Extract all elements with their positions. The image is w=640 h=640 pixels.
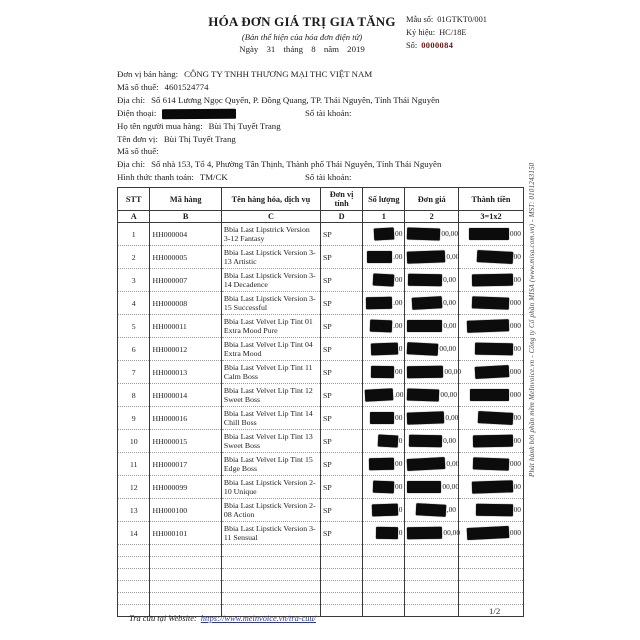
price-cell [405, 338, 459, 361]
qty-cell [363, 246, 405, 269]
unit-cell: SP [320, 223, 362, 246]
value-fragment: 00 [395, 458, 403, 468]
empty-cell [459, 569, 524, 581]
table-row [118, 430, 524, 453]
redaction-mark [407, 457, 446, 471]
empty-cell [363, 545, 405, 557]
total-cell [459, 407, 524, 430]
empty-cell [405, 605, 459, 617]
table-row [118, 476, 524, 499]
empty-cell [118, 569, 150, 581]
col-code-d: D [320, 211, 362, 223]
redaction-mark [370, 412, 394, 424]
empty-cell [405, 581, 459, 593]
empty-cell [405, 545, 459, 557]
value-fragment: 0 [398, 343, 403, 353]
value-fragment: 0,00 [446, 251, 460, 261]
redaction-mark [371, 366, 394, 378]
name-cell: Bbia Last Lipstrick Version 3-12 Fantasy [221, 223, 320, 246]
value-fragment: 00 [395, 481, 403, 491]
invoice-table [117, 187, 524, 617]
table-code-row [118, 211, 524, 223]
redaction-mark [472, 297, 509, 310]
name-cell: Bbia Last Lipstick Version 3-11 Sensual [221, 522, 320, 545]
value-fragment: 00,00 [440, 389, 458, 399]
value-fragment: .00 [393, 320, 403, 330]
empty-cell [118, 593, 150, 605]
code-cell: HH000012 [150, 338, 221, 361]
unit-cell: SP [320, 476, 362, 499]
buyer-tax-line: Mã số thuế: [117, 146, 159, 157]
unit-cell: SP [320, 407, 362, 430]
redaction-mark [373, 481, 394, 494]
redaction-mark [371, 343, 398, 356]
code-cell: HH000017 [150, 453, 221, 476]
redaction-mark [366, 297, 392, 309]
value-fragment: 00 [395, 366, 403, 376]
empty-cell [363, 605, 405, 617]
total-cell [459, 361, 524, 384]
redaction-mark [408, 274, 442, 287]
stt-cell: 6 [118, 338, 150, 361]
empty-cell [150, 569, 221, 581]
redaction-mark [370, 320, 392, 333]
qty-cell [363, 407, 405, 430]
stt-cell: 13 [118, 499, 150, 522]
redaction-mark [475, 365, 510, 379]
price-cell [405, 223, 459, 246]
seller-address-line: Địa chỉ: Số 614 Lương Ngọc Quyến, P. Đồng Quang, TP. Thái Nguyên, Tỉnh Thái Nguyên [117, 94, 440, 105]
empty-cell [459, 545, 524, 557]
total-cell [459, 246, 524, 269]
redaction-mark [407, 366, 443, 379]
unit-cell: SP [320, 246, 362, 269]
unit-cell: SP [320, 522, 362, 545]
col-code-a: A [118, 211, 150, 223]
code-cell: HH000014 [150, 384, 221, 407]
value-fragment: 00,00 [441, 228, 459, 238]
table-header-row [118, 188, 524, 211]
redaction-mark [412, 296, 443, 310]
value-fragment: 00 [513, 412, 521, 422]
seller-name-line: Đơn vị bán hàng: CÔNG TY TNHH THƯƠNG MẠI THC VIỆT NAM [117, 69, 373, 79]
stt-cell: 12 [118, 476, 150, 499]
table-row [118, 315, 524, 338]
empty-cell [221, 569, 320, 581]
value-fragment: 000 [509, 297, 521, 307]
empty-cell [405, 557, 459, 569]
value-fragment: 0,00 [443, 274, 456, 284]
redaction-mark [365, 388, 394, 401]
redaction-mark [407, 481, 441, 493]
empty-cell [221, 557, 320, 569]
code-cell: HH000099 [150, 476, 221, 499]
payment-method-line: Hình thức thanh toán: TM/CK Số tài khoản: [117, 172, 352, 183]
seller-name: CÔNG TY TNHH THƯƠNG MẠI THC VIỆT NAM [184, 69, 373, 79]
buyer-info [117, 120, 524, 185]
empty-cell [320, 557, 362, 569]
lookup-label: Tra cứu tại Website: [129, 614, 197, 623]
seller-phone-line: Điện thoại: Số tài khoản: [117, 107, 352, 118]
redaction-mark [467, 319, 509, 332]
table-row [118, 338, 524, 361]
invoice-number-line: Số: 0000084 [406, 41, 454, 50]
table-row [118, 361, 524, 384]
table-row [118, 522, 524, 545]
qty-cell [363, 384, 405, 407]
stt-cell: 3 [118, 269, 150, 292]
qty-cell [363, 453, 405, 476]
empty-table-row [118, 545, 524, 557]
empty-cell [320, 545, 362, 557]
qty-cell [363, 499, 405, 522]
name-cell: Bbia Last Velvet Lip Tint 13 Sweet Boss [221, 430, 320, 453]
stt-cell: 9 [118, 407, 150, 430]
page-number: 1/2 [489, 606, 501, 616]
empty-cell [118, 581, 150, 593]
qty-cell [363, 361, 405, 384]
name-cell: Bbia Last Velvet Lip Tint 04 Extra Mood [221, 338, 320, 361]
unit-cell: SP [320, 292, 362, 315]
seller-account-label: Số tài khoản: [305, 107, 352, 118]
qty-cell [363, 223, 405, 246]
code-cell: HH000011 [150, 315, 221, 338]
form-number-line: Mẫu số: 01GTKT0/001 [406, 15, 487, 24]
qty-cell [363, 292, 405, 315]
value-fragment: 00 [513, 435, 521, 445]
empty-cell [320, 593, 362, 605]
buyer-name: Bùi Thị Tuyết Trang [208, 120, 281, 131]
table-row [118, 223, 524, 246]
value-fragment: 0 [398, 435, 403, 445]
redaction-mark [473, 435, 513, 448]
redaction-mark [467, 526, 510, 540]
name-cell: Bbia Last Lipstick Version 3-14 Decadence [221, 269, 320, 292]
redaction-mark [415, 503, 446, 517]
col-header-unit: Đơn vị tính [320, 188, 362, 211]
unit-cell: SP [320, 315, 362, 338]
buyer-account-label: Số tài khoản: [305, 172, 352, 183]
invoice-subtitle: (Bản thể hiện của hóa đơn điện tử) [241, 32, 363, 42]
value-fragment: 0,00 [443, 320, 457, 330]
price-cell [405, 361, 462, 384]
value-fragment: 00,00 [444, 366, 462, 376]
serial-line: Ký hiệu: HC/18E [406, 28, 467, 37]
redaction-mark [469, 228, 509, 240]
redaction-mark [407, 250, 445, 263]
empty-cell [150, 557, 221, 569]
empty-cell [363, 593, 405, 605]
value-fragment: 000 [509, 527, 521, 537]
redaction-mark [471, 480, 512, 493]
value-fragment: 00,00 [439, 343, 457, 353]
empty-cell [150, 545, 221, 557]
value-fragment: ,00 [446, 504, 456, 514]
unit-cell: SP [320, 499, 362, 522]
col-header-price: Đơn giá [405, 188, 459, 211]
empty-cell [320, 569, 362, 581]
invoice-number-value: 0000084 [421, 41, 454, 50]
col-code-3: 3=1x2 [459, 211, 524, 223]
total-cell [459, 269, 524, 292]
name-cell: Bbia Last Velvet Lip Tint 01 Extra Mood Pure [221, 315, 320, 338]
empty-cell [118, 557, 150, 569]
name-cell: Bbia Last Velvet Lip Tint 14 Chill Boss [221, 407, 320, 430]
empty-cell [363, 581, 405, 593]
seller-info [117, 68, 524, 120]
redaction-mark [377, 435, 398, 448]
redaction-mark [367, 251, 392, 263]
empty-cell [118, 545, 150, 557]
stt-cell: 2 [118, 246, 150, 269]
stt-cell: 5 [118, 315, 150, 338]
qty-cell [363, 522, 405, 545]
name-cell: Bbia Last Velvet Lip Tint 11 Calm Boss [221, 361, 320, 384]
qty-cell [363, 338, 405, 361]
value-fragment: .00 [393, 297, 403, 307]
empty-table-row [118, 593, 524, 605]
table-row [118, 384, 524, 407]
payment-method: TM/CK [199, 172, 228, 183]
col-code-b: B [150, 211, 221, 223]
col-code-2: 2 [405, 211, 459, 223]
value-fragment: 00 [513, 504, 521, 514]
col-header-total: Thành tiền [459, 188, 524, 211]
lookup-url-link[interactable]: https://www.meinvoice.vn/tra-cuu/ [200, 614, 316, 623]
redaction-mark [407, 527, 442, 540]
value-fragment: 00 [513, 251, 521, 261]
stt-cell: 10 [118, 430, 150, 453]
table-row [118, 292, 524, 315]
redaction-mark [369, 458, 394, 470]
form-number-value: 01GTKT0/001 [437, 15, 487, 24]
empty-table-row [118, 569, 524, 581]
buyer-address-line: Địa chỉ: Số nhà 153, Tổ 4, Phường Tân Thịnh, Thành phố Thái Nguyên, Tỉnh Thái Nguyên [117, 159, 442, 170]
unit-cell: SP [320, 269, 362, 292]
buyer-unit: Bùi Thị Tuyết Trang [163, 133, 236, 144]
redaction-mark [476, 504, 513, 517]
price-cell [405, 430, 459, 453]
total-cell [459, 292, 524, 315]
stt-cell: 4 [118, 292, 150, 315]
seller-address: Số 614 Lương Ngọc Quyến, P. Đồng Quang, TP. Thái Nguyên, Tỉnh Thái Nguyên [151, 94, 440, 105]
price-cell [405, 269, 459, 292]
redaction-mark [473, 458, 509, 471]
seller-tax-line: Mã số thuế: 4601524774 [117, 81, 209, 92]
redaction-mark [407, 412, 444, 425]
empty-cell [405, 593, 459, 605]
empty-cell [320, 581, 362, 593]
empty-cell [150, 581, 221, 593]
table-row [118, 246, 524, 269]
name-cell: Bbia Last Lipstick Version 2-10 Unique [221, 476, 320, 499]
redaction-mark [407, 389, 439, 402]
publisher-note: Phát hành bởi phần mềm MeInvoice.vn - Công ty Cổ phần MISA (www.misa.com.vn) - MST: 0101243150 [528, 162, 536, 477]
redaction-mark [407, 320, 442, 332]
empty-cell [320, 605, 362, 617]
name-cell: Bbia Last Lipstick Version 3-15 Successful [221, 292, 320, 315]
redaction-mark [472, 274, 513, 287]
empty-cell [150, 593, 221, 605]
value-fragment: 00 [395, 228, 403, 238]
col-header-name: Tên hàng hóa, dịch vụ [221, 188, 320, 211]
value-fragment: 0,00 [445, 412, 459, 422]
code-cell: HH000004 [150, 223, 221, 246]
qty-cell [363, 476, 405, 499]
value-fragment: 0 [398, 527, 403, 537]
value-fragment: 00,00 [443, 527, 461, 537]
empty-table-row [118, 557, 524, 569]
code-cell: HH000007 [150, 269, 221, 292]
name-cell: Bbia Last Velvet Lip Tint 12 Sweet Boss [221, 384, 320, 407]
empty-cell [221, 581, 320, 593]
col-header-code: Mã hàng [150, 188, 221, 211]
total-cell [459, 338, 524, 361]
redaction-mark [372, 504, 398, 517]
total-cell [459, 384, 524, 407]
value-fragment: .00 [394, 389, 404, 399]
value-fragment: 00,00 [442, 481, 460, 491]
value-fragment: 00 [513, 274, 521, 284]
value-fragment: 0,00 [446, 458, 460, 468]
price-cell [405, 407, 459, 430]
unit-cell: SP [320, 430, 362, 453]
price-cell [405, 246, 459, 269]
redaction-mark [374, 228, 395, 241]
total-cell [459, 499, 524, 522]
table-row [118, 407, 524, 430]
price-cell [405, 453, 459, 476]
value-fragment: 0,00 [443, 297, 456, 307]
stt-cell: 7 [118, 361, 150, 384]
table-row [118, 499, 524, 522]
total-cell [459, 223, 524, 246]
redaction-mark [373, 274, 395, 287]
empty-cell [405, 569, 459, 581]
code-cell: HH000008 [150, 292, 221, 315]
value-fragment: 000 [509, 228, 521, 238]
code-cell: HH000100 [150, 499, 221, 522]
price-cell [405, 384, 459, 407]
value-fragment: 00 [513, 481, 521, 491]
invoice-table-body [118, 223, 524, 617]
unit-cell: SP [320, 361, 362, 384]
value-fragment: 00 [395, 274, 403, 284]
total-cell [459, 315, 524, 338]
seller-tax-code: 4601524774 [164, 81, 209, 92]
total-cell [459, 476, 524, 499]
unit-cell: SP [320, 338, 362, 361]
code-cell: HH000101 [150, 522, 221, 545]
empty-cell [459, 593, 524, 605]
table-row [118, 269, 524, 292]
value-fragment: 000 [509, 389, 521, 399]
unit-cell: SP [320, 384, 362, 407]
empty-cell [363, 557, 405, 569]
value-fragment: 000 [509, 366, 521, 376]
redaction-mark [476, 250, 513, 264]
price-cell [405, 499, 459, 522]
invoice-date: Ngày 31 tháng 8 năm 2019 [239, 44, 365, 54]
code-cell: HH000013 [150, 361, 221, 384]
value-fragment: 00 [395, 412, 403, 422]
total-cell [459, 430, 524, 453]
code-cell: HH000005 [150, 246, 221, 269]
qty-cell [363, 430, 405, 453]
col-header-stt: STT [118, 188, 150, 211]
value-fragment: 00 [513, 343, 521, 353]
redaction-mark [475, 343, 513, 356]
invoice-header [117, 10, 524, 64]
serial-value: HC/18E [439, 28, 467, 37]
redaction-mark [407, 342, 439, 356]
price-cell [405, 476, 459, 499]
value-fragment: 0 [398, 504, 403, 514]
stt-cell: 14 [118, 522, 150, 545]
value-fragment: 000 [509, 320, 521, 330]
name-cell: Bbia Last Lipstick Version 3-13 Artistic [221, 246, 320, 269]
lookup-line [129, 614, 316, 623]
redaction-mark [409, 435, 442, 448]
name-cell: Bbia Last Velvet Lip Tint 15 Edge Boss [221, 453, 320, 476]
phone-redaction-mark [162, 108, 236, 119]
redaction-mark [477, 411, 513, 425]
col-code-1: 1 [363, 211, 405, 223]
col-header-qty: Số lượng [363, 188, 405, 211]
redaction-mark [470, 389, 509, 401]
col-code-c: C [221, 211, 320, 223]
total-cell [459, 522, 524, 545]
empty-cell [221, 593, 320, 605]
empty-cell [363, 569, 405, 581]
total-cell [459, 453, 524, 476]
buyer-name-line: Họ tên người mua hàng: Bùi Thị Tuyết Trang [117, 120, 281, 131]
stt-cell: 8 [118, 384, 150, 407]
qty-cell [363, 315, 405, 338]
value-fragment: 000 [509, 458, 521, 468]
name-cell: Bbia Last Lipstick Version 2-08 Action [221, 499, 320, 522]
empty-table-row [118, 581, 524, 593]
value-fragment: 0,00 [443, 435, 456, 445]
stt-cell: 11 [118, 453, 150, 476]
value-fragment: .00 [393, 251, 403, 261]
price-cell [405, 292, 459, 315]
table-row [118, 453, 524, 476]
code-cell: HH000015 [150, 430, 221, 453]
price-cell [405, 315, 459, 338]
buyer-address: Số nhà 153, Tổ 4, Phường Tân Thịnh, Thành phố Thái Nguyên, Tỉnh Thái Nguyên [151, 159, 442, 170]
qty-cell [363, 269, 405, 292]
invoice-title: HÓA ĐƠN GIÁ TRỊ GIA TĂNG [208, 14, 396, 29]
buyer-unit-line: Tên đơn vị: Bùi Thị Tuyết Trang [117, 133, 236, 144]
redaction-mark [376, 527, 398, 539]
empty-cell [459, 557, 524, 569]
redaction-mark [407, 228, 440, 241]
price-cell [405, 522, 459, 545]
unit-cell: SP [320, 453, 362, 476]
stt-cell: 1 [118, 223, 150, 246]
empty-cell [459, 581, 524, 593]
code-cell: HH000016 [150, 407, 221, 430]
empty-cell [221, 545, 320, 557]
